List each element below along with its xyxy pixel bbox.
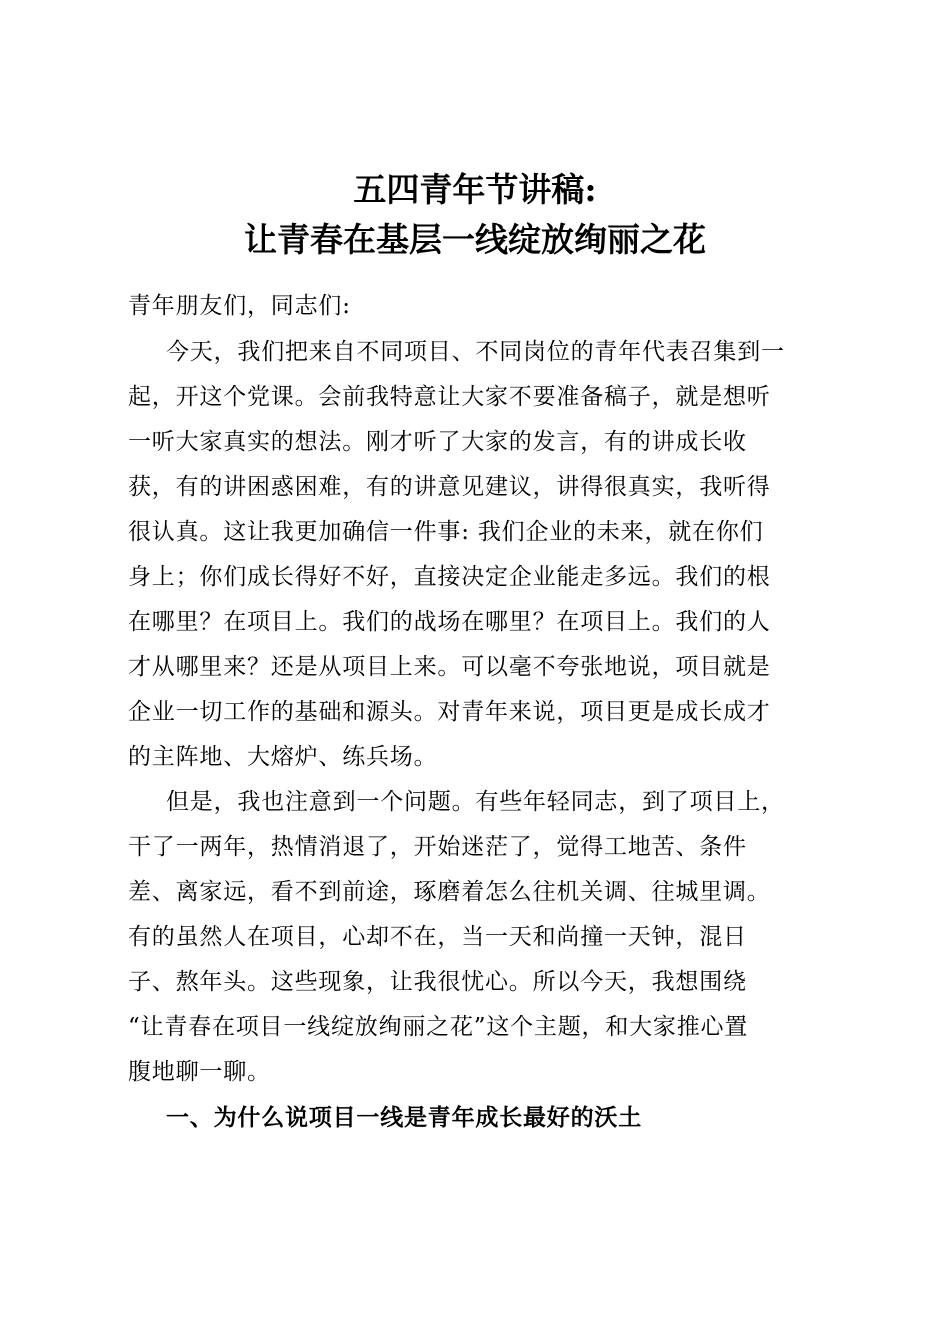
- paragraph-1-line-4: 获，有的讲困惑困难，有的讲意见建议，讲得很真实，我听得: [128, 474, 771, 500]
- paragraph-1-line-10: 的主阵地、大熔炉、练兵场。: [128, 744, 438, 770]
- paragraph-1-line-7: 在哪里？在项目上。我们的战场在哪里？在项目上。我们的人: [128, 609, 771, 635]
- salutation: 青年朋友们，同志们:: [128, 293, 351, 319]
- paragraph-1-line-6: 身上；你们成长得好不好，直接决定企业能走多远。我们的根: [128, 564, 771, 590]
- paragraph-2-line-6: “让青春在项目一线绽放绚丽之花”这个主题，和大家推心置: [128, 1014, 749, 1040]
- paragraph-1-line-1: 今天，我们把来自不同项目、不同岗位的青年代表召集到一: [166, 339, 785, 365]
- paragraph-1-line-5: 很认真。这让我更加确信一件事: 我们企业的未来，就在你们: [128, 519, 764, 545]
- paragraph-2-line-2: 干了一两年，热情消退了，开始迷茫了，觉得工地苦、条件: [128, 834, 747, 860]
- paragraph-2-line-7: 腹地聊一聊。: [128, 1059, 271, 1085]
- paragraph-2-line-4: 有的虽然人在项目，心却不在，当一天和尚撞一天钟，混日: [128, 924, 747, 950]
- paragraph-1-line-3: 一听大家真实的想法。刚才听了大家的发言，有的讲成长收: [128, 429, 747, 455]
- paragraph-2-line-3: 差、离家远，看不到前途，琢磨着怎么往机关调、往城里调。: [128, 879, 771, 905]
- title-line-1: 五四青年节讲稿:: [353, 170, 597, 209]
- paragraph-1-line-9: 企业一切工作的基础和源头。对青年来说，项目更是成长成才: [128, 699, 771, 725]
- title-line-2: 让青春在基层一线绽放绚丽之花: [244, 220, 706, 259]
- paragraph-2-line-1: 但是，我也注意到一个问题。有些年轻同志，到了项目上，: [166, 789, 785, 815]
- paragraph-1-line-2: 起，开这个党课。会前我特意让大家不要准备稿子，就是想听: [128, 384, 771, 410]
- section-heading-1: 一、为什么说项目一线是青年成长最好的沃土: [166, 1104, 642, 1131]
- paragraph-1-line-8: 才从哪里来？还是从项目上来。可以毫不夸张地说，项目就是: [128, 654, 771, 680]
- paragraph-2-line-5: 子、熬年头。这些现象，让我很忧心。所以今天，我想围绕: [128, 969, 747, 995]
